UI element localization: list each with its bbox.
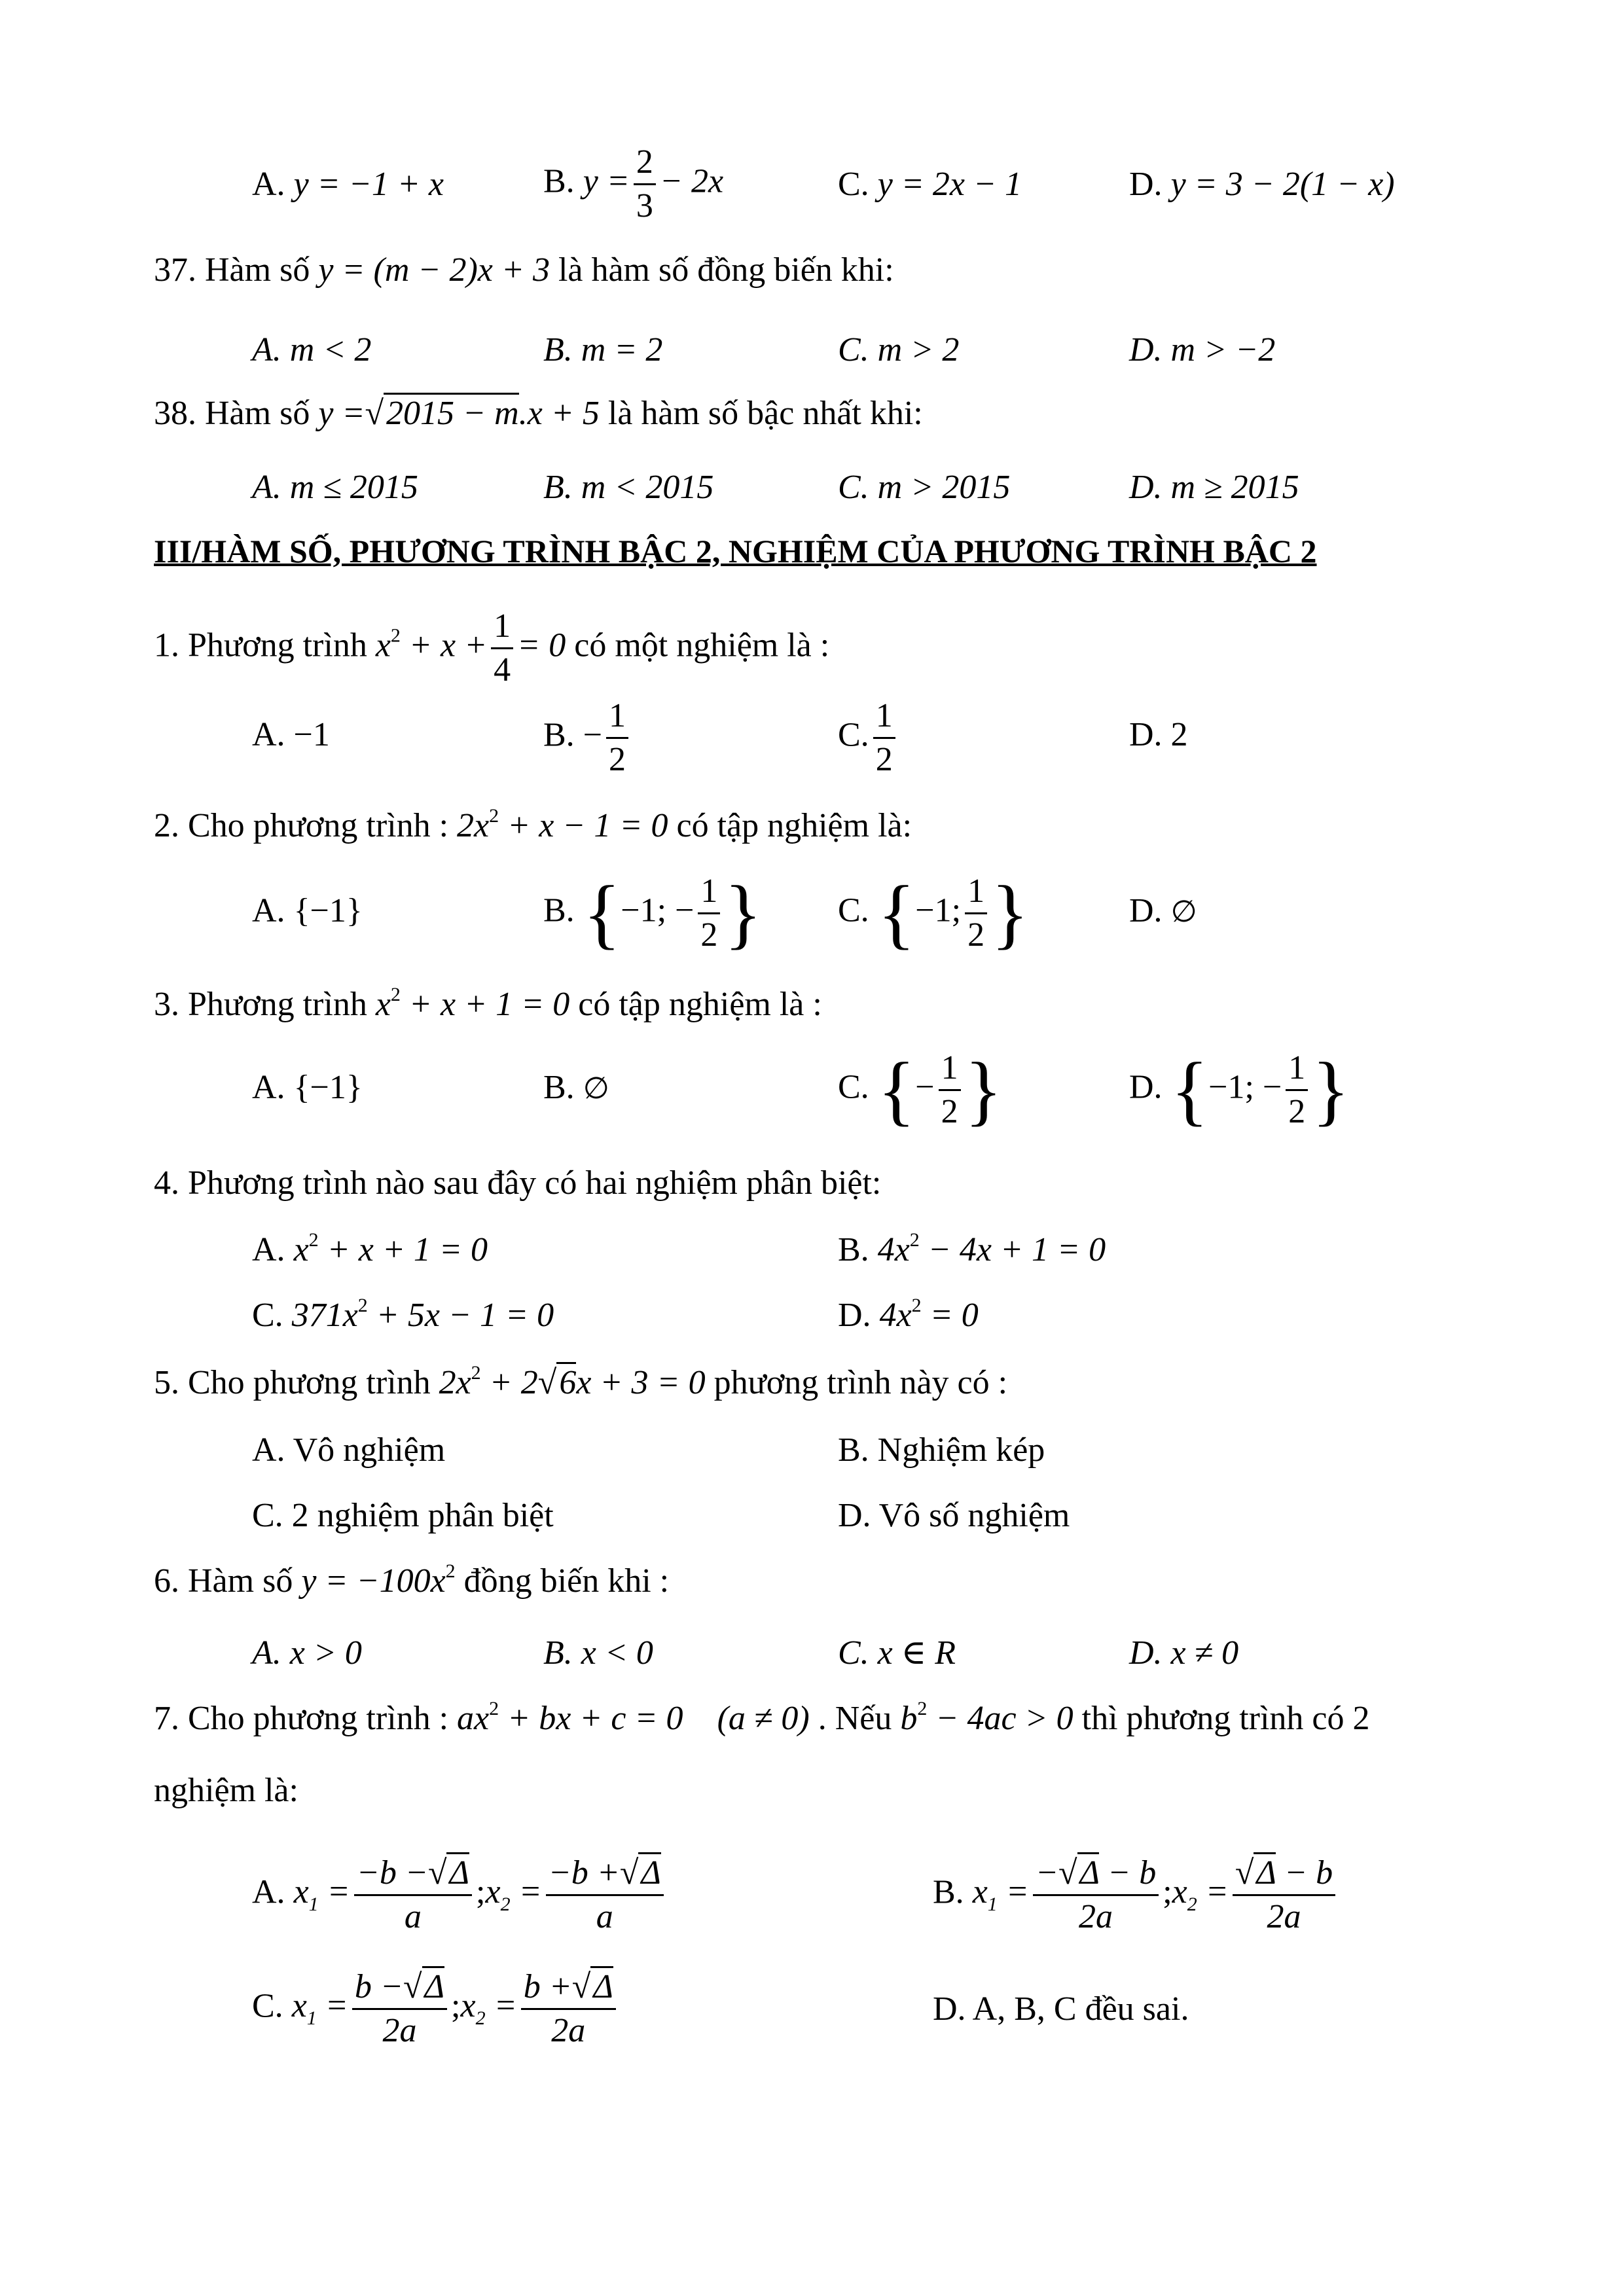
p3-option-d: D. {−1; − $\frac{1}{2}$ }: [1129, 1046, 1350, 1134]
q37-option-a: A. m < 2: [252, 331, 372, 368]
fraction: $\frac{-√\Delta - b}{2a}$: [1033, 1852, 1159, 1938]
p1-option-d: D. 2: [1129, 716, 1188, 753]
p5-option-c: C. 2 nghiệm phân biệt: [252, 1497, 554, 1534]
p3-option-b: B. ∅: [543, 1069, 609, 1106]
p6-option-a: A. x > 0: [252, 1634, 362, 1672]
p2-option-c: C. {−1; $\frac{1}{2}$ }: [838, 869, 1029, 957]
fraction: $\frac{1}{4}$: [491, 605, 513, 691]
q37-option-d: D. m > −2: [1129, 331, 1276, 368]
q36-option-d: D. y = 3 − 2(1 − x): [1129, 166, 1395, 203]
p7-option-a: A. $x_1$ = $\frac{-b -√\Delta}{a}$ $;x_2$ = $\frac{-b +√\Delta}{a}$: [252, 1852, 668, 1938]
p6-option-b: B. x < 0: [543, 1634, 653, 1672]
p4-option-c: C. $371x^2 + 5x - 1 = 0$: [252, 1295, 554, 1334]
fraction: $\frac{1}{2}$: [939, 1047, 961, 1133]
p7-question-line2: nghiệm là:: [154, 1772, 298, 1809]
q38-option-b: B. m < 2015: [543, 469, 714, 506]
p3-option-a: A. {−1}: [252, 1069, 363, 1106]
p2-option-d: D. ∅: [1129, 892, 1197, 929]
p1-option-b: B. − $\frac{1}{2}$: [543, 695, 632, 781]
fraction: $\frac{√\Delta - b}{2a}$: [1233, 1852, 1335, 1938]
fraction: $\frac{1}{2}$: [873, 695, 895, 781]
fraction: $\frac{b -√\Delta}{2a}$: [352, 1966, 447, 2052]
fraction: $\frac{-b -√\Delta}{a}$: [354, 1852, 472, 1938]
q37-option-c: C. m > 2: [838, 331, 960, 368]
p6-option-c: C. x ∈ R: [838, 1634, 956, 1672]
p3-option-c: C. {− $\frac{1}{2}$ }: [838, 1046, 1003, 1134]
p7-option-b: B. $x_1$ = $\frac{-√\Delta - b}{2a}$ $;x_2$ = $\frac{√\Delta - b}{2a}$: [933, 1852, 1339, 1938]
p7-question: 7. Cho phương trình : $ax^2$ + bx + c = 0 (a ≠ 0) . Nếu $b^2 - 4ac > 0$ thì phương trình có 2: [154, 1698, 1370, 1737]
q36-option-a: A. y = −1 + x: [252, 166, 444, 203]
p7-option-d: D. A, B, C đều sai.: [933, 1990, 1189, 2028]
p4-option-b: B. $4x^2 - 4x + 1 = 0$: [838, 1229, 1106, 1268]
p4-option-d: D. $4x^2 = 0$: [838, 1295, 979, 1334]
q37-question: 37. Hàm số y = (m − 2)x + 3 là hàm số đồng biến khi:: [154, 251, 894, 289]
p4-question: 4. Phương trình nào sau đây có hai nghiệm phân biệt:: [154, 1164, 882, 1202]
q38-option-d: D. m ≥ 2015: [1129, 469, 1299, 506]
section-heading: III/HÀM SỐ, PHƯƠNG TRÌNH BẬC 2, NGHIỆM CỦA PHƯƠNG TRÌNH BẬC 2: [154, 533, 1317, 569]
p5-option-b: B. Nghiệm kép: [838, 1431, 1045, 1469]
p5-option-a: A. Vô nghiệm: [252, 1431, 446, 1469]
p6-option-d: D. x ≠ 0: [1129, 1634, 1239, 1672]
fraction: $\frac{b +√\Delta}{2a}$: [521, 1966, 616, 2052]
q38-option-a: A. m ≤ 2015: [252, 469, 418, 506]
q38-question: 38. Hàm số y =√2015 − m.x + 5 là hàm số bậc nhất khi:: [154, 394, 923, 433]
p1-option-c: C. $\frac{1}{2}$: [838, 695, 899, 781]
p2-option-a: A. {−1}: [252, 892, 363, 929]
p4-option-a: A. $x^2 + x + 1 = 0$: [252, 1229, 488, 1268]
q36-option-b: B. y = $\frac{2}{3}$ − 2x: [543, 141, 723, 227]
fraction: $\frac{1}{2}$: [1286, 1047, 1308, 1133]
p2-question: 2. Cho phương trình : $2x^2 + x - 1 = 0$ có tập nghiệm là:: [154, 805, 912, 844]
p1-option-a: A. −1: [252, 716, 330, 753]
p3-question: 3. Phương trình $x^2 + x + 1 = 0$ có tập nghiệm là :: [154, 984, 822, 1023]
fraction: $\frac{2}{3}$: [634, 141, 656, 227]
p6-question: 6. Hàm số $y = -100x^2$ đồng biến khi :: [154, 1560, 670, 1600]
p1-question: 1. Phương trình $x^2 + x$ + $\frac{1}{4}$ = 0 có một nghiệm là :: [154, 605, 829, 691]
q37-option-b: B. m = 2: [543, 331, 663, 368]
p7-option-c: C. $x_1$ = $\frac{b -√\Delta}{2a}$ $;x_2$ = $\frac{b +√\Delta}{2a}$: [252, 1966, 620, 2052]
q38-option-c: C. m > 2015: [838, 469, 1011, 506]
q36-option-c: C. y = 2x − 1: [838, 166, 1022, 203]
fraction: $\frac{1}{2}$: [698, 870, 720, 956]
fraction: $\frac{1}{2}$: [606, 695, 628, 781]
fraction: $\frac{-b +√\Delta}{a}$: [546, 1852, 664, 1938]
fraction: $\frac{1}{2}$: [965, 870, 987, 956]
p2-option-b: B. {−1; − $\frac{1}{2}$ }: [543, 869, 763, 957]
p5-question: 5. Cho phương trình $2x^2 + 2√6x + 3 = 0$ phương trình này có :: [154, 1362, 1008, 1401]
p5-option-d: D. Vô số nghiệm: [838, 1497, 1070, 1534]
